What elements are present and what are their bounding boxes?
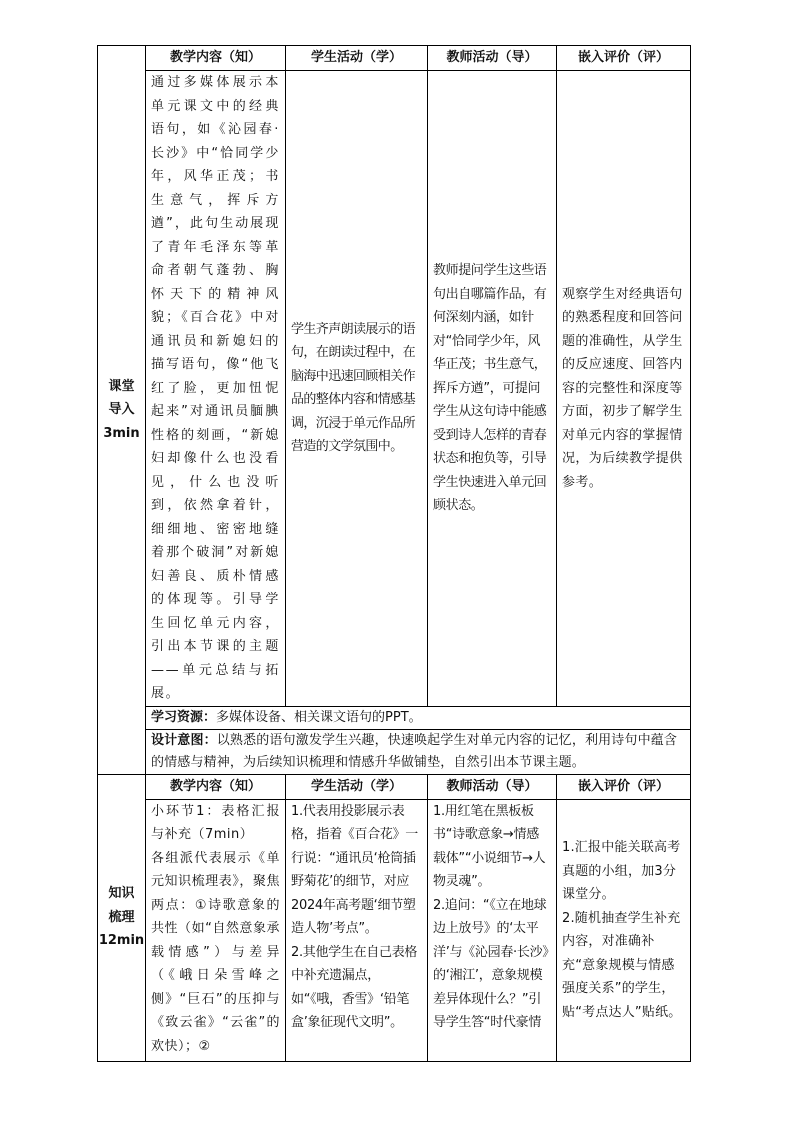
knowledge-content-cell: 小环节1：表格汇报与补充（7min） 各组派代表展示《单元知识梳理表》，聚焦两点：①诗歌意象的共性（如“自然意象承载情感”）与差异（《峨日朵雪峰之侧》“巨石”的压抑与《致云雀》“云雀”的欢快）；② xyxy=(146,799,286,1061)
header-teacher: 教师活动（导） xyxy=(428,46,557,71)
header-row xyxy=(98,46,691,71)
intent-label: 设计意图： xyxy=(151,732,217,748)
intent-row xyxy=(98,729,691,774)
resources-row xyxy=(98,706,691,729)
stage-line: 导入 xyxy=(108,402,135,417)
stage-line: 课堂 xyxy=(108,378,135,394)
resources-text: 多媒体设备、相关课文语句的PPT。 xyxy=(216,709,422,725)
intent-cell xyxy=(146,729,691,774)
stage-line: 知识 xyxy=(108,886,135,902)
stage-cell-intro xyxy=(98,46,146,775)
knowledge-evaluation-cell: 1.汇报中能关联高考真题的小组，加3分课堂分。 2.随机抽查学生补充内容，对准确补充“意象规模与情感强度关系”的学生，贴“考点达人”贴纸。 xyxy=(557,799,691,1061)
intro-student-cell: 学生齐声朗读展示的语句，在朗读过程中，在脑海中迅速回顾相关作品的整体内容和情感基调，沉浸于单元作品所营造的文学氛围中。 xyxy=(286,71,428,707)
header-evaluation: 嵌入评价（评） xyxy=(557,46,691,71)
intro-body-row xyxy=(98,71,691,707)
knowledge-teacher-cell: 1.用红笔在黑板板书“诗歌意象→情感载体”“小说细节→人物灵魂”。 2.追问：“《立在地球边上放号》的‘太平洋’与《沁园春·长沙》的‘湘江’，意象规模差异体现什么？”引导学生答“时代豪情 xyxy=(428,799,557,1061)
header-row xyxy=(98,774,691,799)
header-student: 学生活动（学） xyxy=(286,46,428,71)
knowledge-body-row xyxy=(98,799,691,1061)
intent-text: 以熟悉的语句激发学生兴趣，快速唤起学生对单元内容的记忆，利用诗句中蕴含的情感与精神，为后续知识梳理和情感升华做铺垫，自然引出本节课主题。 xyxy=(151,732,678,770)
intro-content-cell: 通过多媒体展示本单元课文中的经典语句，如《沁园春·长沙》中“恰同学少年，风华正茂；书生意气，挥斥方遒”，此句生动展现了青年毛泽东等革命者朝气蓬勃、胸怀天下的精神风貌；《百合花》中对通讯员和新媳妇的描写语句，像“他飞红了脸，更加忸怩起来”对通讯员腼腆性格的刻画，“新媳妇却像什么也没看见，什么也没听到，依然拿着针，细细地、密密地缝着那个破洞”对新媳妇善良、质朴情感的体现等。引导学生回忆单元内容，引出本节课的主题——单元总结与拓展。 xyxy=(146,71,286,707)
stage-cell-knowledge xyxy=(98,774,146,1061)
resources-label: 学习资源： xyxy=(151,709,217,725)
resources-cell xyxy=(146,706,691,729)
stage-line: 12min xyxy=(98,933,145,949)
lesson-plan-table xyxy=(97,45,691,1062)
stage-line: 3min xyxy=(103,425,140,441)
header-evaluation: 嵌入评价（评） xyxy=(557,774,691,799)
header-student: 学生活动（学） xyxy=(286,774,428,799)
header-content: 教学内容（知） xyxy=(146,46,286,71)
knowledge-student-cell: 1.代表用投影展示表格，指着《百合花》一行说：“通讯员‘枪筒插野菊花’的细节，对应2024年高考题‘细节塑造人物’考点”。 2.其他学生在自己表格中补充遗漏点，如“《哦，香雪》‘铅笔盒’象征现代文明”。 xyxy=(286,799,428,1061)
header-teacher: 教师活动（导） xyxy=(428,774,557,799)
header-content: 教学内容（知） xyxy=(146,774,286,799)
intro-teacher-cell: 教师提问学生这些语句出自哪篇作品，有何深刻内涵，如针对“恰同学少年，风华正茂；书生意气，挥斥方遒”，可提问学生从这句诗中能感受到诗人怎样的青春状态和抱负等，引导学生快速进入单元回顾状态。 xyxy=(428,71,557,707)
intro-evaluation-cell: 观察学生对经典语句的熟悉程度和回答问题的准确性，从学生的反应速度、回答内容的完整性和深度等方面，初步了解学生对单元内容的掌握情况，为后续教学提供参考。 xyxy=(557,71,691,707)
stage-line: 梳理 xyxy=(108,909,135,925)
